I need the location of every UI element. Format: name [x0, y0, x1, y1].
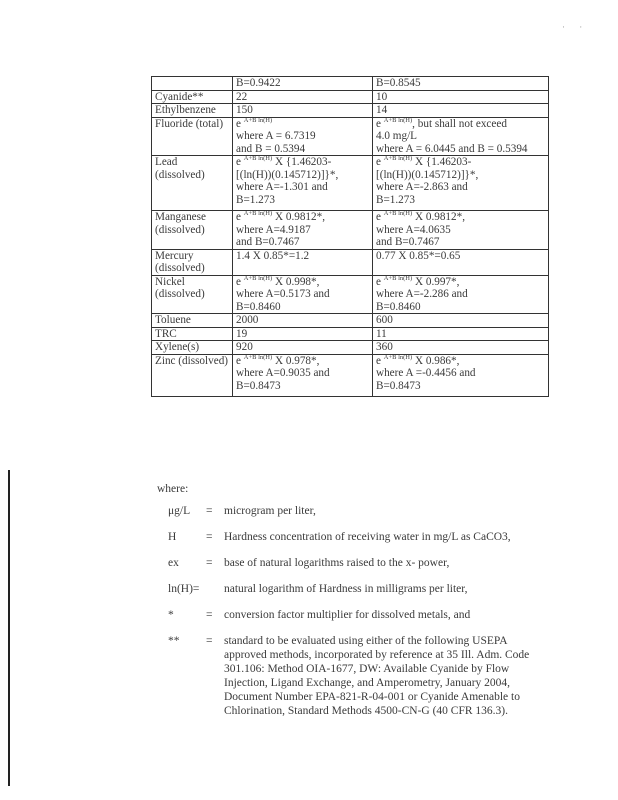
formula-line: e $^{A+B ln(H)}$ X 0.997*,: [376, 274, 460, 288]
definition-item: [168, 556, 548, 570]
formula-line: and B = 0.5394: [236, 142, 306, 155]
definition-symbol: H: [168, 531, 177, 543]
table-row: [152, 327, 549, 341]
formula-line: e $^{A+B ln(H)}$, but shall not exceed: [376, 116, 507, 130]
definition-equals: =: [206, 505, 213, 517]
formula-line: where A = 6.7319: [236, 130, 316, 142]
formula-line: B=0.8460: [236, 300, 281, 313]
cell-name: Manganese (dissolved): [152, 211, 233, 250]
formula-line: [(ln(H))(0.145712)]}*,: [376, 168, 479, 181]
formula-line: e $^{A+B ln(H)}$: [236, 116, 273, 130]
formula-line: where A=-2.286 and: [376, 288, 468, 300]
table-row: [152, 211, 549, 250]
definition-symbol: *: [168, 609, 174, 621]
formula-line: e $^{A+B ln(H)}$ X {1.46203-: [236, 155, 332, 168]
table-row: [152, 314, 549, 328]
formula-line: e $^{A+B ln(H)}$ X 0.998*,: [236, 274, 320, 288]
definition-text: base of natural logarithms raised to the x- power,: [224, 557, 450, 569]
cell-acute: 22: [233, 90, 373, 104]
cell-chronic: [373, 211, 549, 250]
header-cell-chronic: B=0.8545: [373, 77, 549, 91]
scan-artifact: · ·: [562, 22, 589, 32]
cell-acute: 150: [233, 104, 373, 118]
definition-equals: =: [206, 531, 213, 543]
definition-equals: =: [206, 557, 213, 569]
cell-name: Nickel (dissolved): [152, 275, 233, 314]
cell-chronic: [373, 156, 549, 211]
cell-chronic: [373, 354, 549, 397]
formula-line: e $^{A+B ln(H)}$ X 0.978*,: [236, 353, 320, 367]
formula-line: where A =-0.4456 and: [376, 367, 476, 379]
header-cell-acute: B=0.9422: [233, 77, 373, 91]
cell-name: Mercury (dissolved): [152, 249, 233, 275]
definition-item: [168, 634, 548, 718]
cell-acute: 1.4 X 0.85*=1.2: [233, 249, 373, 275]
table-row: [152, 104, 549, 118]
page-edge-line: [8, 470, 10, 786]
formula-line: e $^{A+B ln(H)}$ X 0.9812*,: [376, 210, 466, 223]
where-label: where:: [157, 483, 189, 495]
formula-line: 4.0 mg/L: [376, 130, 418, 142]
formula-line: B=0.8473: [236, 379, 281, 392]
formula-line: e $^{A+B ln(H)}$ X {1.46203-: [376, 155, 472, 168]
cell-chronic: 14: [373, 104, 549, 118]
definitions-list: [168, 504, 548, 730]
cell-acute: 2000: [233, 314, 373, 328]
cell-name: Toluene: [152, 314, 233, 328]
cell-acute: [233, 354, 373, 397]
table-row: [152, 275, 549, 314]
formula-line: where A=-1.301 and: [236, 181, 328, 193]
table-row: [152, 90, 549, 104]
formula-line: and B=0.7467: [236, 236, 300, 248]
definition-item: [168, 608, 548, 622]
water-quality-standards-table: [151, 76, 549, 397]
formula-line: [(ln(H))(0.145712)]}*,: [236, 168, 339, 181]
table-header-row: [152, 77, 549, 91]
definition-item: [168, 582, 548, 596]
cell-acute: [233, 275, 373, 314]
cell-name: Fluoride (total): [152, 117, 233, 156]
definition-item: [168, 504, 548, 518]
header-cell-name: [152, 77, 233, 91]
definition-text: standard to be evaluated using either of the following USEPA approved methods, incorporated by reference at 35 Ill. Adm. Code 301.106: Method OIA-1677, DW: Available Cyanide by Flow Injection, Ligand Exchange, and Amperometry, January 2004, Document Number EPA-821-R-04-001 or Cyanide Amenable to Chlorination, Standard Methods 4500-CN-G (40 CFR 136.3).: [224, 635, 530, 717]
table-row: [152, 341, 549, 355]
formula-line: B=1.273: [236, 193, 275, 206]
cell-chronic: 11: [373, 327, 549, 341]
formula-line: where A=0.5173 and: [236, 288, 330, 300]
cell-chronic: 360: [373, 341, 549, 355]
cell-acute: [233, 117, 373, 156]
formula-line: e $^{A+B ln(H)}$ X 0.986*,: [376, 353, 460, 367]
cell-acute: 920: [233, 341, 373, 355]
definition-symbol: **: [168, 635, 180, 647]
cell-name: Lead (dissolved): [152, 156, 233, 211]
table-row: [152, 354, 549, 397]
cell-name: Ethylbenzene: [152, 104, 233, 118]
cell-chronic: 0.77 X 0.85*=0.65: [373, 249, 549, 275]
table-row: [152, 249, 549, 275]
cell-chronic: 10: [373, 90, 549, 104]
formula-line: B=0.8473: [376, 379, 421, 392]
formula-line: and B=0.7467: [376, 236, 440, 248]
definition-symbol: μg/L: [168, 505, 191, 517]
cell-chronic: [373, 117, 549, 156]
cell-acute: [233, 156, 373, 211]
definition-equals: =: [206, 635, 213, 647]
definition-text: Hardness concentration of receiving water in mg/L as CaCO3,: [224, 531, 511, 543]
formula-line: where A=0.9035 and: [236, 367, 330, 379]
cell-acute: [233, 211, 373, 250]
cell-name: Zinc (dissolved): [152, 354, 233, 397]
formula-line: where A=4.0635: [376, 223, 451, 236]
cell-name: TRC: [152, 327, 233, 341]
definition-text: microgram per liter,: [224, 505, 316, 517]
table-row: [152, 117, 549, 156]
formula-line: where A=-2.863 and: [376, 181, 468, 193]
definition-item: [168, 530, 548, 544]
cell-chronic: 600: [373, 314, 549, 328]
cell-name: Cyanide**: [152, 90, 233, 104]
definition-symbol: ex: [168, 557, 179, 569]
formula-line: where A=4.9187: [236, 223, 311, 236]
definition-text: natural logarithm of Hardness in milligrams per liter,: [224, 583, 468, 595]
definition-symbol: ln(H)=: [168, 583, 200, 595]
definition-text: conversion factor multiplier for dissolved metals, and: [224, 609, 471, 621]
formula-line: e $^{A+B ln(H)}$ X 0.9812*,: [236, 210, 326, 223]
cell-chronic: [373, 275, 549, 314]
cell-acute: 19: [233, 327, 373, 341]
table-row: [152, 156, 549, 211]
formula-line: where A = 6.0445 and B = 0.5394: [376, 142, 528, 155]
formula-line: B=0.8460: [376, 300, 421, 313]
definition-equals: =: [206, 609, 213, 621]
formula-line: B=1.273: [376, 193, 415, 206]
cell-name: Xylene(s): [152, 341, 233, 355]
